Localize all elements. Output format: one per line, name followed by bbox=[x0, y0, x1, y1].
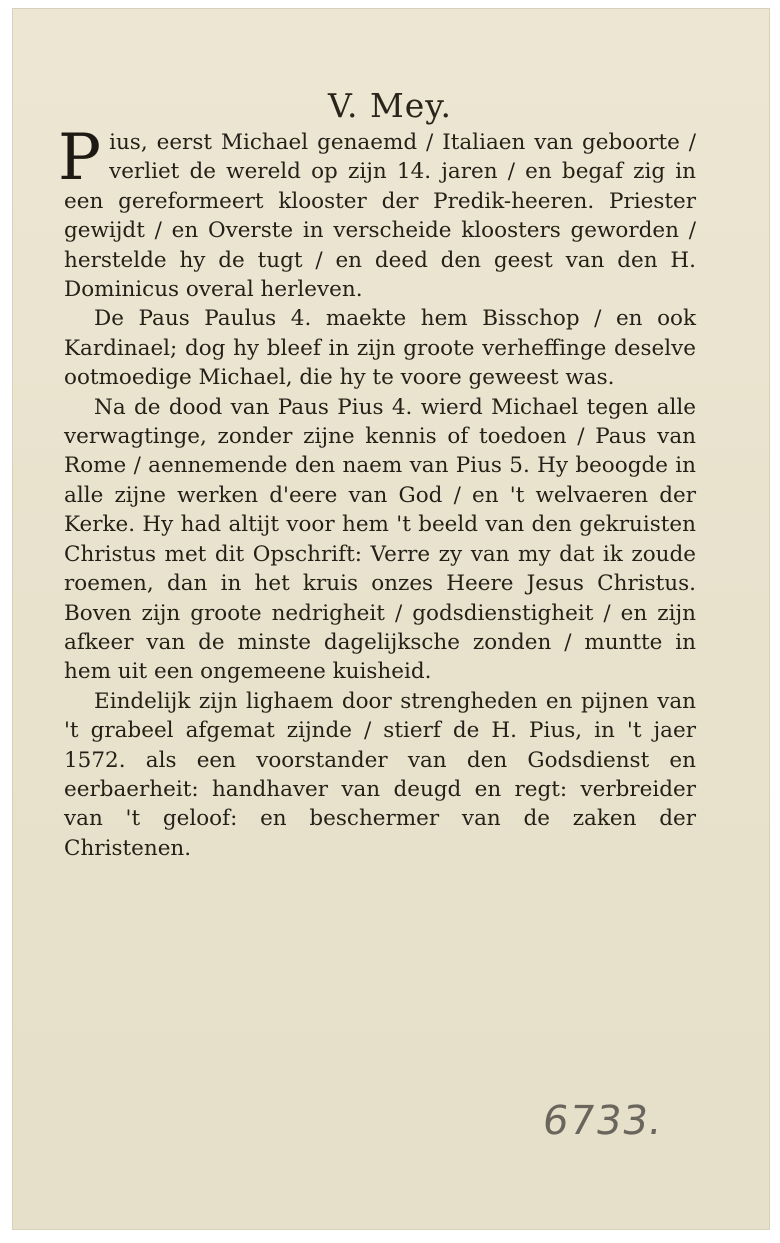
paragraph-1-text: ius, eerst Michael genaemd / Italiaen van geboorte / verliet de wereld op zijn 14. jaren / en begaf zig in een gereformeert klooster der Predik-heeren. Priester gewijdt / en Overste in verscheide kloosters geworden / herstelde hy de tugt / en deed den geest van den H. Dominicus overal herleven. bbox=[64, 130, 696, 303]
page-title: V. Mey. bbox=[327, 86, 453, 125]
drop-cap: P bbox=[58, 121, 102, 195]
handwritten-inventory-number: 6733. bbox=[539, 1098, 666, 1144]
paragraph-3: Na de dood van Paus Pius 4. wierd Michael tegen alle verwagtinge, zonder zijne kennis of toedoen / Paus van Rome / aennemende den naem van Pius 5. Hy beoogde in alle zijne werken d'eere van God / en 't welvaeren der Kerke. Hy had altijt voor hem 't beeld van den gekruisten Christus met dit Opschrift: Verre zy van my dat ik zoude roemen, dan in het kruis onzes Heere Jesus Christus. Boven zijn groote nedrigheit / godsdienstigheit / en zijn afkeer van de minste dagelijksche zonden / muntte in hem uit een ongemeene kuisheid. bbox=[64, 394, 696, 685]
paragraph-4: Eindelijk zijn lighaem door strengheden en pijnen van 't grabeel afgemat zijnde / stierf de H. Pius, in 't jaer 1572. als een voorstander van den Godsdienst en eerbaerheit: handhaver van deugd en regt: verbreider van 't geloof: en beschermer van de zaken der Christenen. bbox=[64, 688, 696, 861]
body-text bbox=[58, 121, 696, 863]
paragraph-1 bbox=[58, 121, 696, 304]
paragraph-2: De Paus Paulus 4. maekte hem Bisschop / en ook Kardinael; dog hy bleef in zijn groote verheffinge deselve ootmoedige Michael, die hy te voore geweest was. bbox=[64, 306, 696, 391]
